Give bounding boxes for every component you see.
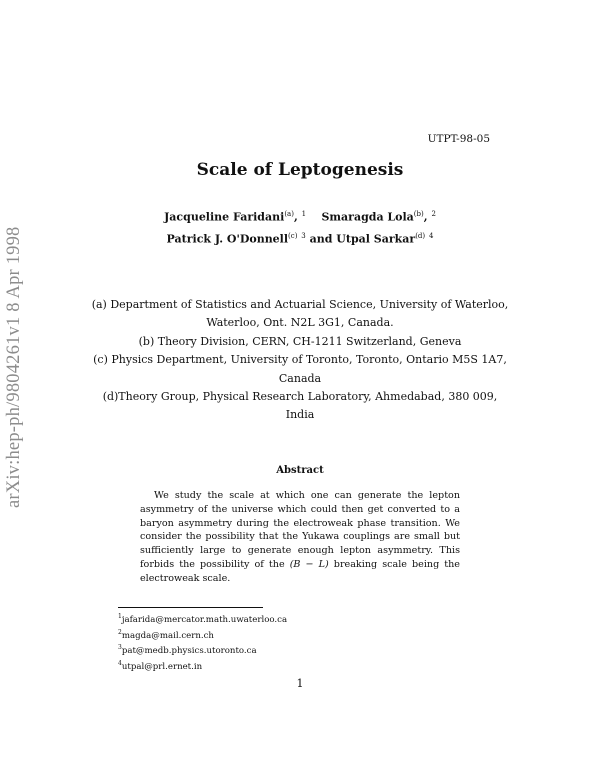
author-note-mark: 1 xyxy=(301,210,307,218)
author-note-mark: 3 xyxy=(301,231,306,240)
abstract-text-part: breaking scale being the electroweak scale. xyxy=(140,558,460,584)
author-block xyxy=(0,205,600,248)
affiliation-line: Waterloo, Ont. N2L 3G1, Canada. xyxy=(206,316,394,330)
author-note-mark: 2 xyxy=(431,210,436,218)
footnote-mark: 2 xyxy=(118,628,122,636)
author-separator: and xyxy=(309,232,333,246)
footnote xyxy=(118,658,287,674)
footnotes xyxy=(118,611,287,673)
author-separator: , xyxy=(423,210,428,224)
footnote-mark: 3 xyxy=(118,644,122,652)
author-name: Jacqueline Faridani xyxy=(164,210,285,224)
footnote-email: pat@medb.physics.utoronto.ca xyxy=(121,645,257,656)
affiliation-line: (c) Physics Department, University of Toronto, Toronto, Ontario M5S 1A7, xyxy=(93,353,507,367)
paper-title: Scale of Leptogenesis xyxy=(196,160,404,180)
affiliation-line: (a) Department of Statistics and Actuarial Science, University of Waterloo, xyxy=(91,298,509,311)
affiliations xyxy=(0,296,600,425)
footnote xyxy=(118,642,287,658)
author-name: Smaragda Lola xyxy=(321,210,414,224)
arxiv-margin-stamp: arXiv:hep-ph/9804261v1 8 Apr 1998 xyxy=(4,226,24,508)
affiliation-line: Canada xyxy=(278,371,322,385)
footnote-email: jafarida@mercator.math.uwaterloo.ca xyxy=(121,614,288,625)
author-line-1 xyxy=(0,205,600,227)
page-number: 1 xyxy=(296,677,304,690)
abstract-math: (B − L) xyxy=(289,558,329,570)
preprint-number: UTPT-98-05 xyxy=(427,133,490,145)
footnote-email: utpal@prl.ernet.in xyxy=(121,661,203,672)
footnote-mark: 4 xyxy=(118,659,122,667)
abstract-heading: Abstract xyxy=(276,465,324,476)
abstract-text xyxy=(140,489,460,586)
footnote-mark: 1 xyxy=(118,613,122,620)
author-affil-mark: (c) xyxy=(288,231,298,240)
author-affil-mark: (a) xyxy=(284,210,294,218)
author-name: Utpal Sarkar xyxy=(336,232,416,246)
author-line-2 xyxy=(0,227,600,249)
author-note-mark: 4 xyxy=(428,231,434,240)
footnote xyxy=(118,611,287,627)
author-separator: , xyxy=(293,210,298,224)
footnote-email: magda@mail.cern.ch xyxy=(121,630,214,641)
affiliation-line: India xyxy=(285,408,315,422)
footnote-rule xyxy=(118,607,263,608)
affiliation-line: (d)Theory Group, Physical Research Laboratory, Ahmedabad, 380 009, xyxy=(102,390,498,404)
author-name: Patrick J. O'Donnell xyxy=(166,232,289,246)
abstract-text-part: We study the scale at which one can generate the lepton asymmetry of the universe which could then get converted to a baryon asymmetry during the electroweak phase transition. We consider the possibility that the Yukawa couplings are small but sufficiently large to generate enough lepton asymmetry. This forbids the possibility of the xyxy=(140,490,460,570)
footnote xyxy=(118,627,287,643)
affiliation-line: (b) Theory Division, CERN, CH-1211 Switzerland, Geneva xyxy=(138,334,462,348)
author-affil-mark: (b) xyxy=(413,210,424,218)
author-affil-mark: (d) xyxy=(415,231,426,240)
